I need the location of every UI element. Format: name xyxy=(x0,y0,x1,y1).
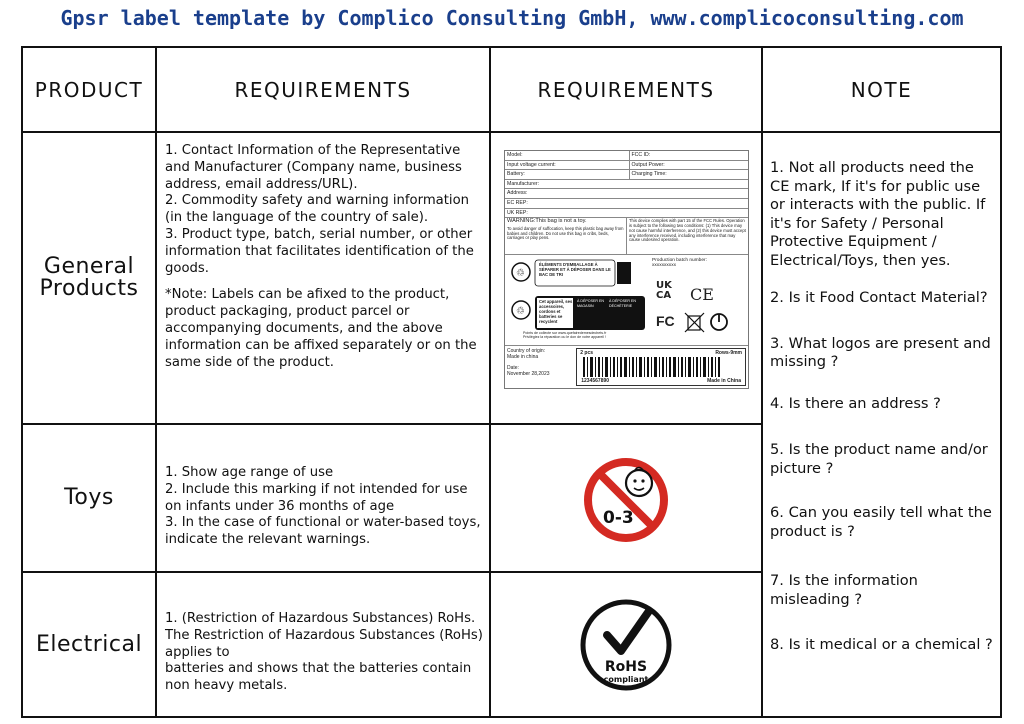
note-item: 7. Is the information misleading ? xyxy=(770,572,918,608)
header-product: PRODUCT xyxy=(21,46,157,133)
fcc-mark: FC xyxy=(656,313,675,330)
label-warning: WARNING:This bag is not a toy. xyxy=(507,218,587,225)
requirements-electrical xyxy=(155,571,491,718)
gpsr-label-sample xyxy=(489,131,763,425)
sample-label-card: Model: FCC ID: Input voltage current: Output Power: Battery: Charging Time: Manufacturer: Address: EC REP: UK REP: WARNING:This bag is not a toy. To avoid danger of suffocation, keep this plastic bag away from babies and children. Do not use this bag in cribs, beds, carriages or play pens. This device complies with part 15 of the FCC Rules. Operation is subject to the following two conditions: (1) This device may not cause harmful interference, and (2) this device must accept any interference received, including interference that may cause undesired operation. ♲ ♲ ÉLÉMENTS D'EMBALLAGE À SÉPARER ET À DÉPOSER DANS LE BAC DE TRI Cet appareil, ses accessoires, cordons et batteries se recyclent À DÉPOSER EN MAGASIN À DÉPOSER EN DÉCHÈTERIE Points de collecte sur www.quefairedemesdechets.fr Privilégiez la réparation ou le don de votre appareil ! Production batch number: xxxxxxxxxx UK CA CE FC Country of origin: Made in china Date: November 28,2023 2 pcs Rows-9mm 1234567890 Made in China xyxy=(504,150,749,392)
barcode-block: 2 pcs Rows-9mm 1234567890 Made in China xyxy=(576,348,746,386)
barcode-icon xyxy=(583,357,733,377)
requirement-item: batteries and shows that the batteries contain non heavy metals. xyxy=(165,661,472,694)
product-general xyxy=(21,131,157,425)
requirement-item: 2. Commodity safety and warning information (in the language of the country of sale). xyxy=(165,193,470,226)
note-item: 5. Is the product name and/or picture ? xyxy=(770,441,988,477)
requirement-item: 1. (Restriction of Hazardous Substances) RoHs. The Restriction of Hazardous Substances (RoHs) applies to xyxy=(165,611,483,660)
requirement-item: 1. Contact Information of the Representative and Manufacturer (Company name, business address, email address/URL). xyxy=(165,143,462,192)
electrical-image-cell xyxy=(489,571,763,718)
requirement-item: 3. In the case of functional or water-based toys, indicate the relevant warnings. xyxy=(165,515,481,548)
gpsr-table xyxy=(21,46,1002,718)
notes-column xyxy=(761,131,1002,718)
requirement-item: 1. Show age range of use xyxy=(165,465,334,480)
header-requirements-text: REQUIREMENTS xyxy=(155,46,491,133)
note-item: 3. What logos are present and missing ? xyxy=(770,334,991,370)
requirement-item: 3. Product type, batch, serial number, or other information that facilitates identification of the goods. xyxy=(165,226,474,276)
age-range-text: 0-3 xyxy=(603,508,634,528)
note-item: 8. Is it medical or a chemical ? xyxy=(770,636,993,653)
note-item: 4. Is there an address ? xyxy=(770,394,941,412)
svg-text:♲: ♲ xyxy=(516,306,525,318)
ukca-mark: UK CA xyxy=(656,280,672,302)
svg-text:RoHS: RoHS xyxy=(604,659,648,675)
requirement-item: 2. Include this marking if not intended for use on infants under 36 months of age xyxy=(165,481,468,514)
note-item: 2. Is it Food Contact Material? xyxy=(770,289,988,306)
requirements-general xyxy=(155,131,491,425)
svg-text:compliant: compliant xyxy=(603,675,649,684)
product-toys: Toys xyxy=(21,423,157,573)
note-item: 6. Can you easily tell what the product is ? xyxy=(770,504,992,540)
requirement-note: *Note: Labels can be afixed to the product, product packaging, product parcel or accompanying documents, and the above information can be affixed separately or on the same side of the product. xyxy=(165,287,477,370)
requirements-toys xyxy=(155,423,491,573)
ce-mark: CE xyxy=(690,285,714,305)
not-for-under-3-icon xyxy=(491,425,761,571)
page-title: Gpsr label template by Complico Consulting GmbH, www.complicoconsulting.com xyxy=(60,6,964,30)
header-note: NOTE xyxy=(761,46,1002,133)
note-item: 1. Not all products need the CE mark, If it's for public use or interacts with the public. If it's for Safety / Personal Protective Equipment / Electrical/Toys, then yes. xyxy=(770,159,986,269)
weee-bin-icon xyxy=(684,311,744,333)
product-general-line1: General xyxy=(43,254,135,279)
product-electrical: Electrical xyxy=(21,571,157,718)
product-general-line2: Products xyxy=(39,276,139,301)
toys-image-cell xyxy=(489,423,763,573)
header-requirements-image: REQUIREMENTS xyxy=(489,46,763,133)
svg-text:♲: ♲ xyxy=(516,268,525,280)
rohs-compliant-icon xyxy=(491,573,761,716)
